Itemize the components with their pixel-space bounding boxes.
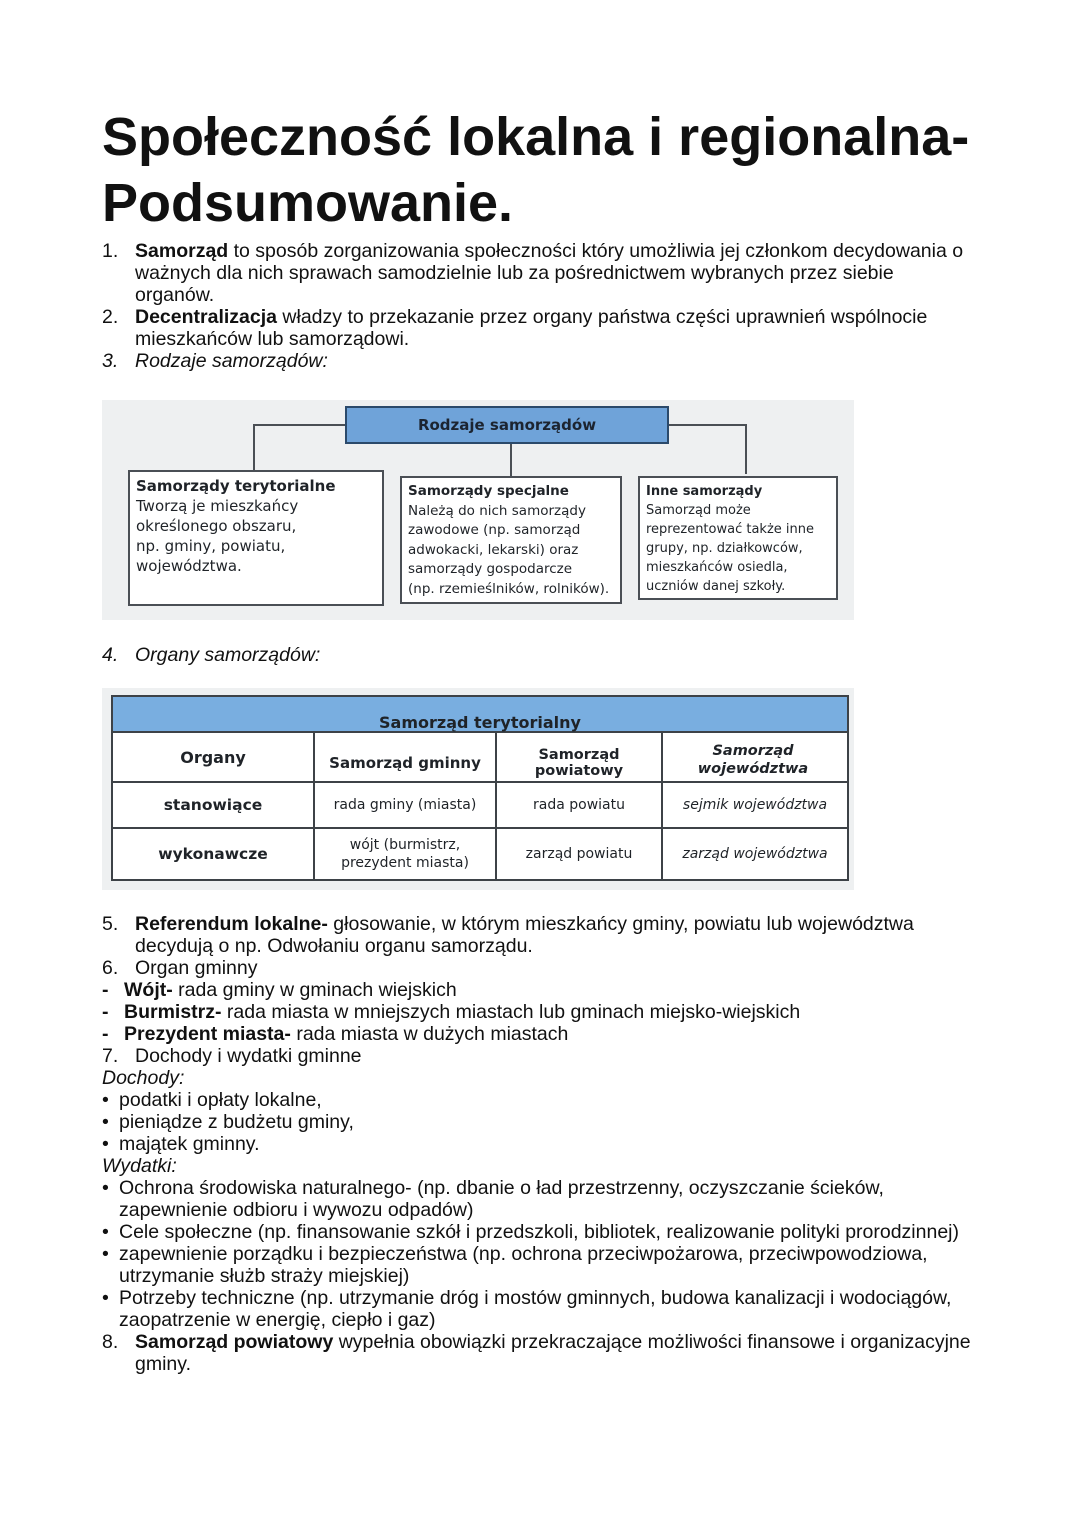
term-samorzad: Samorząd xyxy=(135,240,229,262)
bullet-marker: • xyxy=(102,1111,109,1133)
expense-item xyxy=(102,1287,972,1331)
list-item-3 xyxy=(102,350,972,372)
box-line: województwa. xyxy=(136,557,242,575)
item-number: 8. xyxy=(102,1331,119,1353)
diagram-root: Rodzaje samorządów xyxy=(345,406,669,444)
list-item-4 xyxy=(102,644,972,666)
box-samorzady-specjalne xyxy=(400,476,622,604)
box-line: reprezentować także inne xyxy=(646,522,814,537)
organ-item-burmistrz xyxy=(102,1001,972,1023)
expense-text: Potrzeby techniczne (np. utrzymanie dróg i mostów gminnych, budowa kanalizacji i wodociągów, zaopatrzenie w energię, ciepło i gaz) xyxy=(119,1287,952,1331)
row-label-wykonawcze: wykonawcze xyxy=(158,845,268,863)
list-item-8 xyxy=(102,1331,972,1375)
table-organy xyxy=(102,688,854,890)
box-line: określonego obszaru, xyxy=(136,517,297,535)
definition-text: władzy to przekazanie przez organy państwa części uprawnień wspólnocie mieszkańców lub samorządowi. xyxy=(135,306,928,350)
income-text: podatki i opłaty lokalne, xyxy=(119,1089,322,1111)
expense-item xyxy=(102,1243,972,1287)
table-group-header: Samorząd terytorialny xyxy=(379,712,581,732)
box-title: Inne samorządy xyxy=(646,484,763,499)
organ-term: Burmistrz- xyxy=(124,1001,222,1023)
table-row-header-label: Organy xyxy=(180,747,246,767)
organ-item-wojt xyxy=(102,979,972,1001)
column-header-gminny: Samorząd gminny xyxy=(329,754,481,772)
box-line: samorządy gospodarcze xyxy=(408,561,573,577)
item-number: 2. xyxy=(102,306,119,328)
list-item-6 xyxy=(102,957,972,979)
bullet-marker: • xyxy=(102,1287,109,1309)
item-label: Dochody i wydatki gminne xyxy=(135,1045,362,1067)
organ-term: Wójt- xyxy=(124,979,173,1001)
expense-text: Ochrona środowiska naturalnego- (np. dbanie o ład przestrzenny, oczyszczanie ścieków, zapewnienie odbioru i wywozu odpadów) xyxy=(119,1177,884,1221)
income-text: pieniądze z budżetu gminy, xyxy=(119,1111,354,1133)
definition-text: głosowanie, w którym mieszkańcy gminy, powiatu lub województwa decydują o np. Odwołaniu organu samorządu. xyxy=(135,913,914,957)
box-title: Samorządy specjalne xyxy=(408,483,569,499)
definition-text: wypełnia obowiązki przekraczające możliwości finansowe i organizacyjne gminy. xyxy=(135,1331,971,1375)
income-text: majątek gminny. xyxy=(119,1133,260,1155)
organ-text: rada gminy w gminach wiejskich xyxy=(172,979,457,1001)
list-item-2 xyxy=(102,306,972,350)
bullet-marker: • xyxy=(102,1221,109,1243)
box-line: Należą do nich samorządy xyxy=(408,502,586,519)
expense-text: zapewnienie porządku i bezpieczeństwa (np. ochrona przeciwpożarowa, przeciwpowodziowa, utrzymanie służb straży miejskiej) xyxy=(119,1243,928,1287)
page-title: Społeczność lokalna i regionalna- Podsumowanie. xyxy=(102,107,970,233)
bullet-marker: • xyxy=(102,1177,109,1199)
box-inne-samorzady xyxy=(638,476,838,600)
box-line: np. gminy, powiatu, xyxy=(136,537,286,555)
organ-term: Prezydent miasta- xyxy=(124,1023,291,1045)
list-item-5 xyxy=(102,913,972,957)
dash-marker: - xyxy=(102,1001,109,1023)
item-number: 6. xyxy=(102,957,119,979)
income-item xyxy=(102,1111,972,1133)
bullet-marker: • xyxy=(102,1089,109,1111)
column-header-wojewodztwa: Samorząd województwa xyxy=(697,743,809,777)
income-item xyxy=(102,1133,972,1155)
bullet-marker: • xyxy=(102,1243,109,1265)
cell-rada-gminy: rada gminy (miasta) xyxy=(333,797,477,813)
cell-sejmik-wojewodztwa: sejmik województwa xyxy=(682,797,828,813)
organ-item-prezydent xyxy=(102,1023,972,1045)
expense-item xyxy=(102,1221,972,1243)
box-line: mieszkańców osiedla, xyxy=(646,560,788,575)
cell-wojt: wójt (burmistrz, prezydent miasta) xyxy=(341,837,469,871)
income-item xyxy=(102,1089,972,1111)
list-item-1 xyxy=(102,240,972,306)
definition-text: to sposób zorganizowania społeczności który umożliwia jej członkom decydowania o ważnych dla nich sprawach samodzielnie lub za pośrednictwem wybranych przez siebie organów. xyxy=(135,240,964,306)
box-line: (np. rzemieślników, rolników). xyxy=(408,580,610,597)
bullet-marker: • xyxy=(102,1133,109,1155)
item-number: 7. xyxy=(102,1045,119,1067)
column-header-powiatowy: Samorząd powiatowy xyxy=(534,747,624,779)
item-number: 5. xyxy=(102,913,119,935)
box-line: Tworzą je mieszkańcy xyxy=(136,497,299,515)
item-number: 3. xyxy=(102,350,119,372)
term-samorzad-powiatowy: Samorząd powiatowy xyxy=(135,1331,334,1353)
box-line: zawodowe (np. samorząd xyxy=(408,522,581,538)
cell-zarzad-powiatu: zarząd powiatu xyxy=(525,846,633,862)
box-line: uczniów danej szkoły. xyxy=(646,579,786,594)
term-referendum: Referendum lokalne- xyxy=(135,913,328,935)
box-line: Samorząd może xyxy=(646,503,751,518)
term-decentralizacja: Decentralizacja xyxy=(135,306,277,328)
list-item-7 xyxy=(102,1045,972,1067)
item-label: Organ gminny xyxy=(135,957,258,979)
cell-rada-powiatu: rada powiatu xyxy=(533,797,625,813)
diagram-samorzady xyxy=(102,400,854,620)
box-samorzady-terytorialne xyxy=(128,470,384,606)
organ-text: rada miasta w dużych miastach xyxy=(290,1023,569,1045)
dash-marker: - xyxy=(102,1023,109,1045)
item-number: 1. xyxy=(102,240,119,262)
item-label: Organy samorządów: xyxy=(135,644,321,666)
item-label: Rodzaje samorządów: xyxy=(135,350,328,372)
expense-item xyxy=(102,1177,972,1221)
income-label: Dochody: xyxy=(102,1067,185,1089)
expense-text: Cele społeczne (np. finansowanie szkół i przedszkoli, bibliotek, realizowanie polityki prorodzinnej) xyxy=(119,1221,960,1243)
box-title: Samorządy terytorialne xyxy=(136,477,336,495)
box-line: adwokacki, lekarski) oraz xyxy=(408,541,579,558)
lower-content xyxy=(102,913,972,1375)
intro-list xyxy=(102,240,972,372)
row-label-stanowiace: stanowiące xyxy=(163,796,263,814)
expense-label: Wydatki: xyxy=(102,1155,177,1177)
dash-marker: - xyxy=(102,979,109,1001)
organ-text: rada miasta w mniejszych miastach lub gminach miejsko-wiejskich xyxy=(221,1001,801,1023)
box-line: grupy, np. działkowców, xyxy=(646,541,803,556)
item-number: 4. xyxy=(102,644,119,666)
cell-zarzad-wojewodztwa: zarząd województwa xyxy=(682,846,828,862)
